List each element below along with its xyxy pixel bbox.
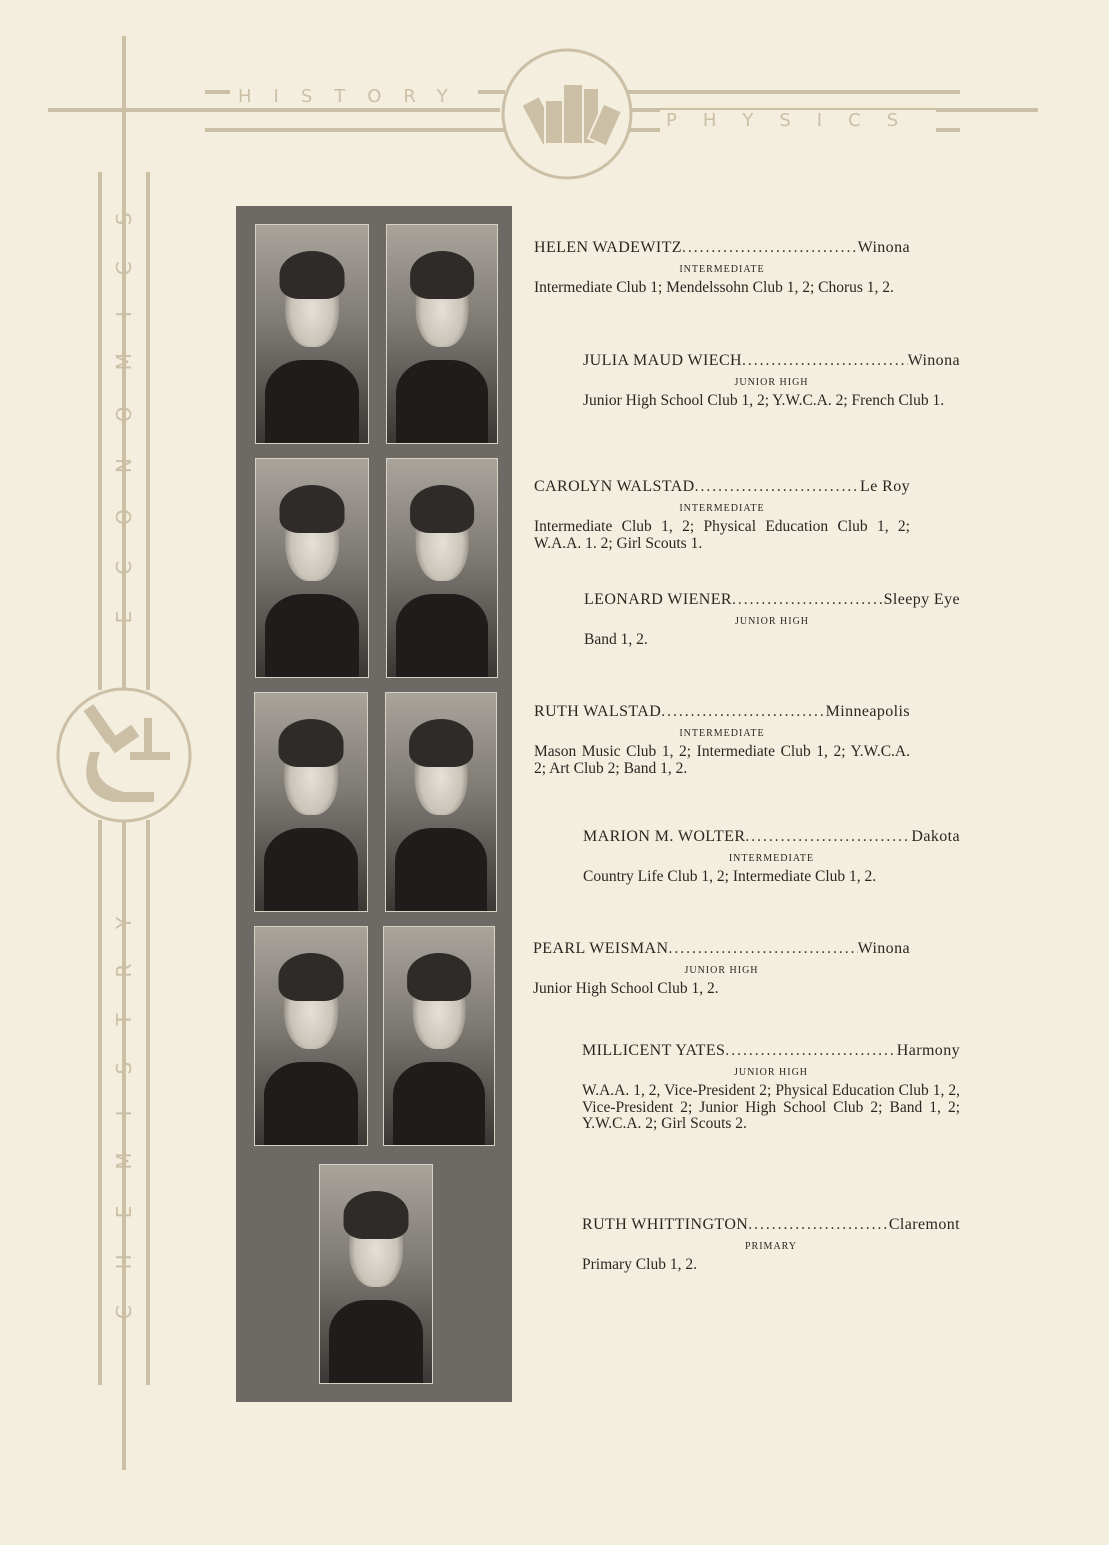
student-activities: W.A.A. 1, 2, Vice-President 2; Physical Education Club 1, 2, Vice-President 2; Junior High School Club 2; Band 1, 2; Y.W.C.A. 2; Girl Scouts 2. <box>582 1082 960 1132</box>
portrait-photo <box>254 692 368 912</box>
portrait-photo <box>385 692 497 912</box>
student-activities: Primary Club 1, 2. <box>582 1256 697 1273</box>
student-hometown: Winona <box>857 239 910 256</box>
portrait-photo <box>254 926 368 1146</box>
books-icon <box>503 50 631 178</box>
student-name: JULIA MAUD WIECH <box>583 352 742 369</box>
student-department: JUNIOR HIGH <box>734 376 809 388</box>
student-name: CAROLYN WALSTAD <box>534 478 695 495</box>
student-hometown: Winona <box>907 352 960 369</box>
portrait-photo <box>255 224 369 444</box>
portrait-photo <box>319 1164 433 1384</box>
student-name: HELEN WADEWITZ <box>534 239 682 256</box>
student-entry <box>534 240 910 297</box>
student-hometown: Le Roy <box>860 478 910 495</box>
student-name: MILLICENT YATES <box>582 1042 726 1059</box>
header-right-subject: PHYSICS <box>660 110 936 132</box>
student-department: JUNIOR HIGH <box>733 1066 809 1078</box>
student-hometown: Dakota <box>911 828 960 845</box>
student-department: INTERMEDIATE <box>679 502 765 514</box>
portrait-photo <box>383 926 495 1146</box>
student-hometown: Winona <box>857 940 910 957</box>
sidebar-lower-subject: CHEMISTRY <box>112 880 136 1320</box>
student-entry <box>534 704 910 777</box>
student-department: INTERMEDIATE <box>679 727 765 739</box>
portrait-photo <box>386 224 498 444</box>
student-hometown: Claremont <box>888 1216 960 1233</box>
student-name: LEONARD WIENER <box>584 591 732 608</box>
student-hometown: Minneapolis <box>825 703 910 720</box>
student-activities: Intermediate Club 1; Mendelssohn Club 1, 2; Chorus 1, 2. <box>534 279 894 296</box>
student-department: JUNIOR HIGH <box>684 964 759 976</box>
student-activities: Mason Music Club 1, 2; Intermediate Club 1, 2; Y.W.C.A. 2; Art Club 2; Band 1, 2. <box>534 743 910 777</box>
student-name: MARION M. WOLTER <box>583 828 746 845</box>
student-name: RUTH WALSTAD <box>534 703 662 720</box>
student-department: JUNIOR HIGH <box>734 615 810 627</box>
student-entry <box>583 829 960 886</box>
student-entry <box>534 479 910 552</box>
microscope-icon <box>60 692 188 820</box>
student-department: INTERMEDIATE <box>679 263 765 275</box>
student-entry <box>583 353 960 410</box>
student-hometown: Sleepy Eye <box>883 591 960 608</box>
student-activities: Junior High School Club 1, 2. <box>533 980 719 997</box>
student-activities: Intermediate Club 1, 2; Physical Education Club 1, 2; W.A.A. 1. 2; Girl Scouts 1. <box>534 518 910 552</box>
portrait-photo <box>255 458 369 678</box>
student-entry <box>582 1043 960 1133</box>
student-name: RUTH WHITTINGTON <box>582 1216 749 1233</box>
student-department: PRIMARY <box>744 1240 797 1252</box>
student-activities: Country Life Club 1, 2; Intermediate Club 1, 2. <box>583 868 877 885</box>
student-hometown: Harmony <box>896 1042 960 1059</box>
header-left-subject: HISTORY <box>230 86 478 108</box>
student-entry <box>584 592 960 649</box>
sidebar-upper-subject: ECONOMICS <box>112 176 136 624</box>
student-entry <box>533 941 910 998</box>
student-activities: Junior High School Club 1, 2; Y.W.C.A. 2; French Club 1. <box>583 392 945 409</box>
student-activities: Band 1, 2. <box>584 631 648 648</box>
student-name: PEARL WEISMAN <box>533 940 669 957</box>
student-department: INTERMEDIATE <box>728 852 815 864</box>
student-entry <box>582 1217 960 1274</box>
photo-strip <box>236 206 512 1402</box>
portrait-photo <box>386 458 498 678</box>
